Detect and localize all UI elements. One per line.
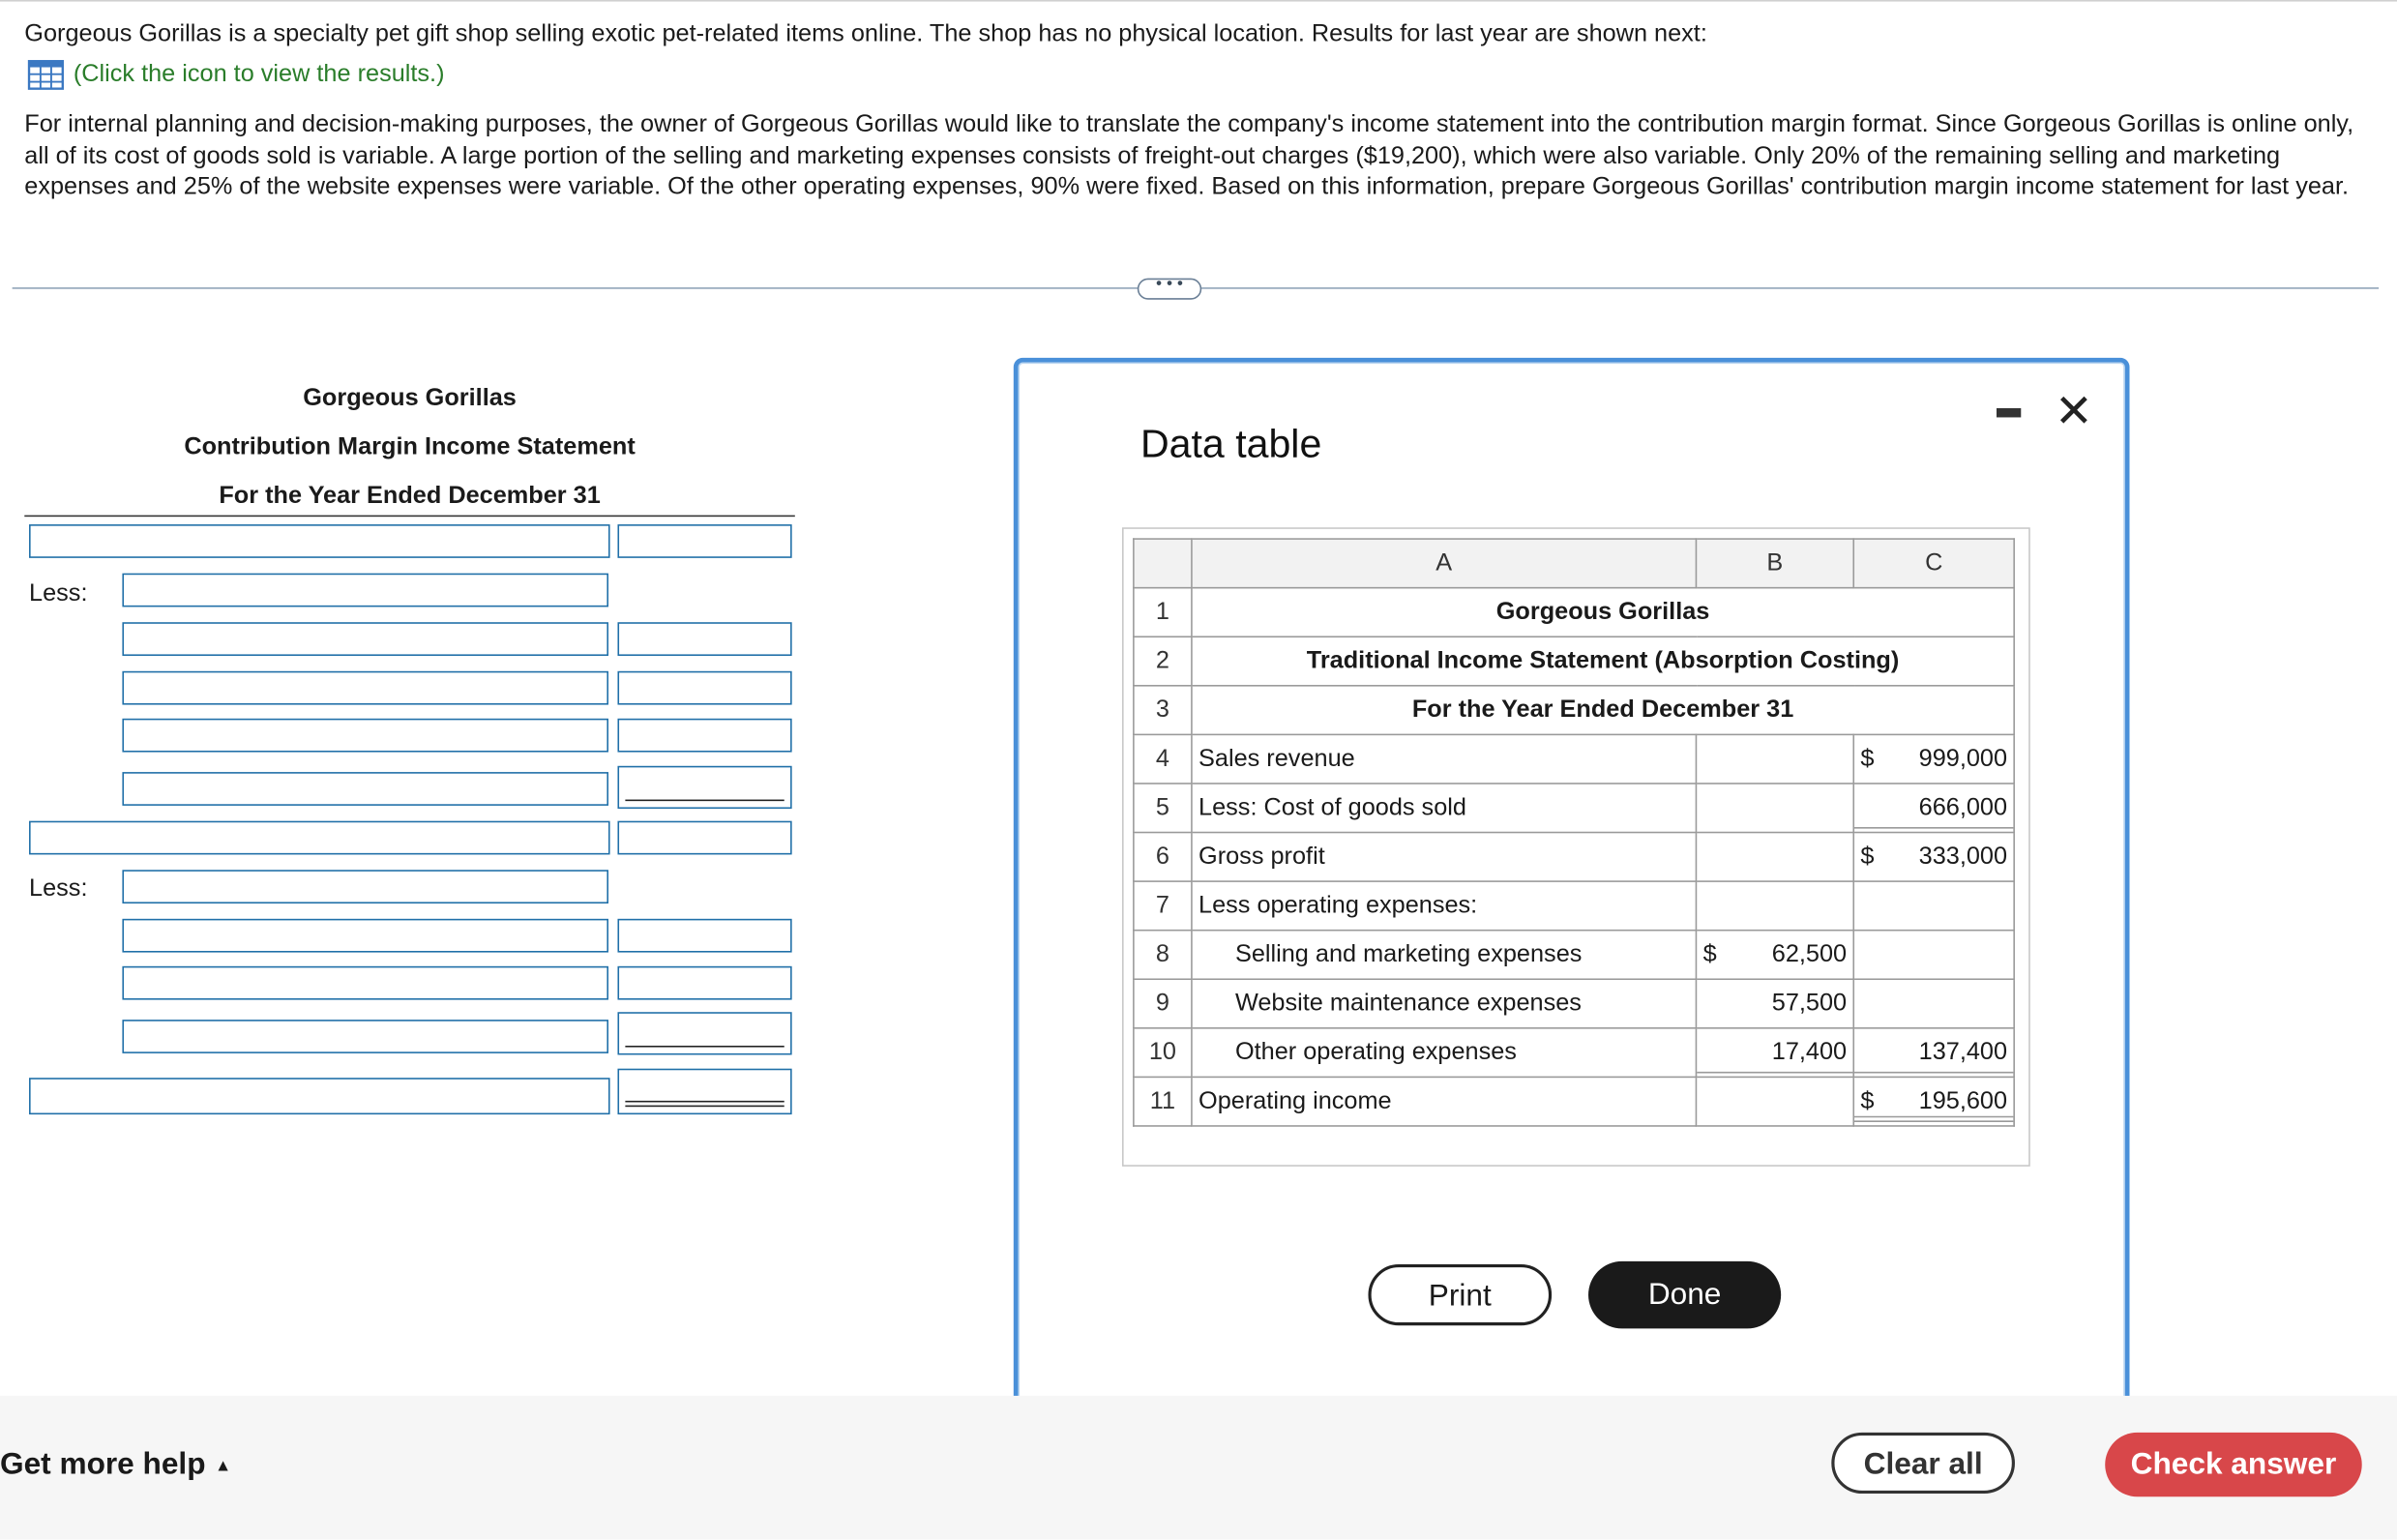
table-row xyxy=(1134,686,2014,735)
total-opex-value: 137,400 xyxy=(1853,1028,2014,1078)
row12-label-input[interactable] xyxy=(29,1078,610,1114)
dollar-sign: $ xyxy=(1860,1087,1875,1114)
row-number: 7 xyxy=(1134,881,1192,931)
sales-label: Sales revenue xyxy=(1192,734,1697,784)
less-label-1: Less: xyxy=(29,580,88,607)
data-table-frame xyxy=(1122,527,2030,1167)
statement-title: Contribution Margin Income Statement xyxy=(184,433,636,460)
dollar-sign: $ xyxy=(1860,745,1875,772)
table-row xyxy=(1134,637,2014,686)
print-button[interactable]: Print xyxy=(1368,1264,1552,1325)
problem-paragraph: For internal planning and decision-making purposes, the owner of Gorgeous Gorillas would like to translate the company's income statement into the contribution margin format. Since Gorgeous Gorillas is online only, all of its cost of goods sold is variable. A large portion of the selling and marketing expenses consists of freight-out charges ($19,200), which were also variable. Only 20% of the remaining selling and marketing expenses and 25% of the website expenses were variable. Of the other operating expenses, 90% were fixed. Based on this information, prepare Gorgeous Gorillas' contribution margin income statement for last year. xyxy=(24,111,2354,201)
row3-amount-input[interactable] xyxy=(617,622,791,656)
row12-amount-input[interactable] xyxy=(617,1069,791,1114)
row-number: 5 xyxy=(1134,784,1192,833)
table-row xyxy=(1134,734,2014,784)
table-row xyxy=(1134,881,2014,931)
table-row xyxy=(1134,784,2014,833)
row-number: 9 xyxy=(1134,979,1192,1028)
intro-text: Gorgeous Gorillas is a specialty pet gift shop selling exotic pet-related items online. The shop has no physical location. Results for last year are shown next: xyxy=(24,21,1707,47)
caret-up-icon: ▲ xyxy=(215,1456,232,1475)
row-number: 2 xyxy=(1134,637,1192,686)
row4-amount-input[interactable] xyxy=(617,671,791,705)
row-number: 10 xyxy=(1134,1028,1192,1078)
row1-label-input[interactable] xyxy=(29,524,610,558)
dollar-sign: $ xyxy=(1702,940,1717,967)
table-period: For the Year Ended December 31 xyxy=(1192,686,2014,735)
row6-amount-input[interactable] xyxy=(617,766,791,809)
column-header-row xyxy=(1134,539,2014,588)
gross-profit-label: Gross profit xyxy=(1192,833,1697,882)
row5-label-input[interactable] xyxy=(122,719,608,753)
row7-amount-input[interactable] xyxy=(617,821,791,855)
cogs-value: 666,000 xyxy=(1853,784,2014,833)
view-results-label[interactable]: (Click the icon to view the results.) xyxy=(73,61,445,88)
selling-label: Selling and marketing expenses xyxy=(1192,931,1697,980)
row9-amount-input[interactable] xyxy=(617,919,791,953)
other-opex-value: 17,400 xyxy=(1696,1028,1853,1078)
data-table-icon[interactable] xyxy=(27,60,64,91)
sales-value: 999,000 xyxy=(1918,745,2008,772)
view-results-link[interactable] xyxy=(27,60,444,91)
row5-amount-input[interactable] xyxy=(617,719,791,753)
table-row xyxy=(1134,1077,2014,1126)
table-row xyxy=(1134,979,2014,1028)
row11-amount-input[interactable] xyxy=(617,1012,791,1054)
row4-label-input[interactable] xyxy=(122,671,608,705)
statement-rule xyxy=(24,516,795,518)
statement-period: For the Year Ended December 31 xyxy=(219,483,601,510)
table-row xyxy=(1134,931,2014,980)
row8-label-input[interactable] xyxy=(122,870,608,903)
row10-amount-input[interactable] xyxy=(617,966,791,1000)
row-number: 6 xyxy=(1134,833,1192,882)
row10-label-input[interactable] xyxy=(122,966,608,1000)
row9-label-input[interactable] xyxy=(122,919,608,953)
get-more-help-button[interactable] xyxy=(0,1448,231,1483)
check-answer-button[interactable]: Check answer xyxy=(2105,1433,2362,1496)
website-value: 57,500 xyxy=(1696,979,1853,1028)
table-row xyxy=(1134,833,2014,882)
row-number: 3 xyxy=(1134,686,1192,735)
table-company: Gorgeous Gorillas xyxy=(1192,588,2014,637)
col-header-a: A xyxy=(1192,539,1697,588)
website-label: Website maintenance expenses xyxy=(1192,979,1697,1028)
opex-label: Less operating expenses: xyxy=(1192,881,1697,931)
col-header-c: C xyxy=(1853,539,2014,588)
table-row xyxy=(1134,1028,2014,1078)
modal-title: Data table xyxy=(1139,420,1322,467)
done-button[interactable]: Done xyxy=(1588,1261,1781,1329)
minimize-icon[interactable] xyxy=(1997,408,2021,417)
row-number: 1 xyxy=(1134,588,1192,637)
footer-bar xyxy=(0,1396,2397,1540)
gross-profit-value: 333,000 xyxy=(1918,843,2008,870)
dollar-sign: $ xyxy=(1860,843,1875,870)
corner-cell xyxy=(1134,539,1192,588)
row-number: 11 xyxy=(1134,1077,1192,1126)
top-rule xyxy=(0,0,2397,2)
row1-amount-input[interactable] xyxy=(617,524,791,558)
statement-company: Gorgeous Gorillas xyxy=(303,385,517,412)
row11-label-input[interactable] xyxy=(122,1020,608,1053)
row2-label-input[interactable] xyxy=(122,574,608,607)
other-opex-label: Other operating expenses xyxy=(1192,1028,1697,1078)
data-table xyxy=(1133,538,2015,1126)
col-header-b: B xyxy=(1696,539,1853,588)
row-number: 8 xyxy=(1134,931,1192,980)
operating-income-label: Operating income xyxy=(1192,1077,1697,1126)
row6-label-input[interactable] xyxy=(122,772,608,806)
row3-label-input[interactable] xyxy=(122,622,608,656)
row-number: 4 xyxy=(1134,734,1192,784)
clear-all-button[interactable]: Clear all xyxy=(1831,1433,2015,1494)
operating-income-value: 195,600 xyxy=(1918,1087,2008,1114)
row7-label-input[interactable] xyxy=(29,821,610,855)
close-icon[interactable]: ✕ xyxy=(2055,386,2093,437)
get-more-help-label[interactable]: Get more help xyxy=(0,1447,206,1482)
table-title: Traditional Income Statement (Absorption Costing) xyxy=(1192,637,2014,686)
expand-dots-button[interactable]: • • • xyxy=(1138,279,1201,300)
less-label-2: Less: xyxy=(29,875,88,903)
table-row xyxy=(1134,588,2014,637)
cogs-label: Less: Cost of goods sold xyxy=(1192,784,1697,833)
selling-value: 62,500 xyxy=(1771,940,1848,967)
data-table-modal xyxy=(1014,358,2130,1407)
